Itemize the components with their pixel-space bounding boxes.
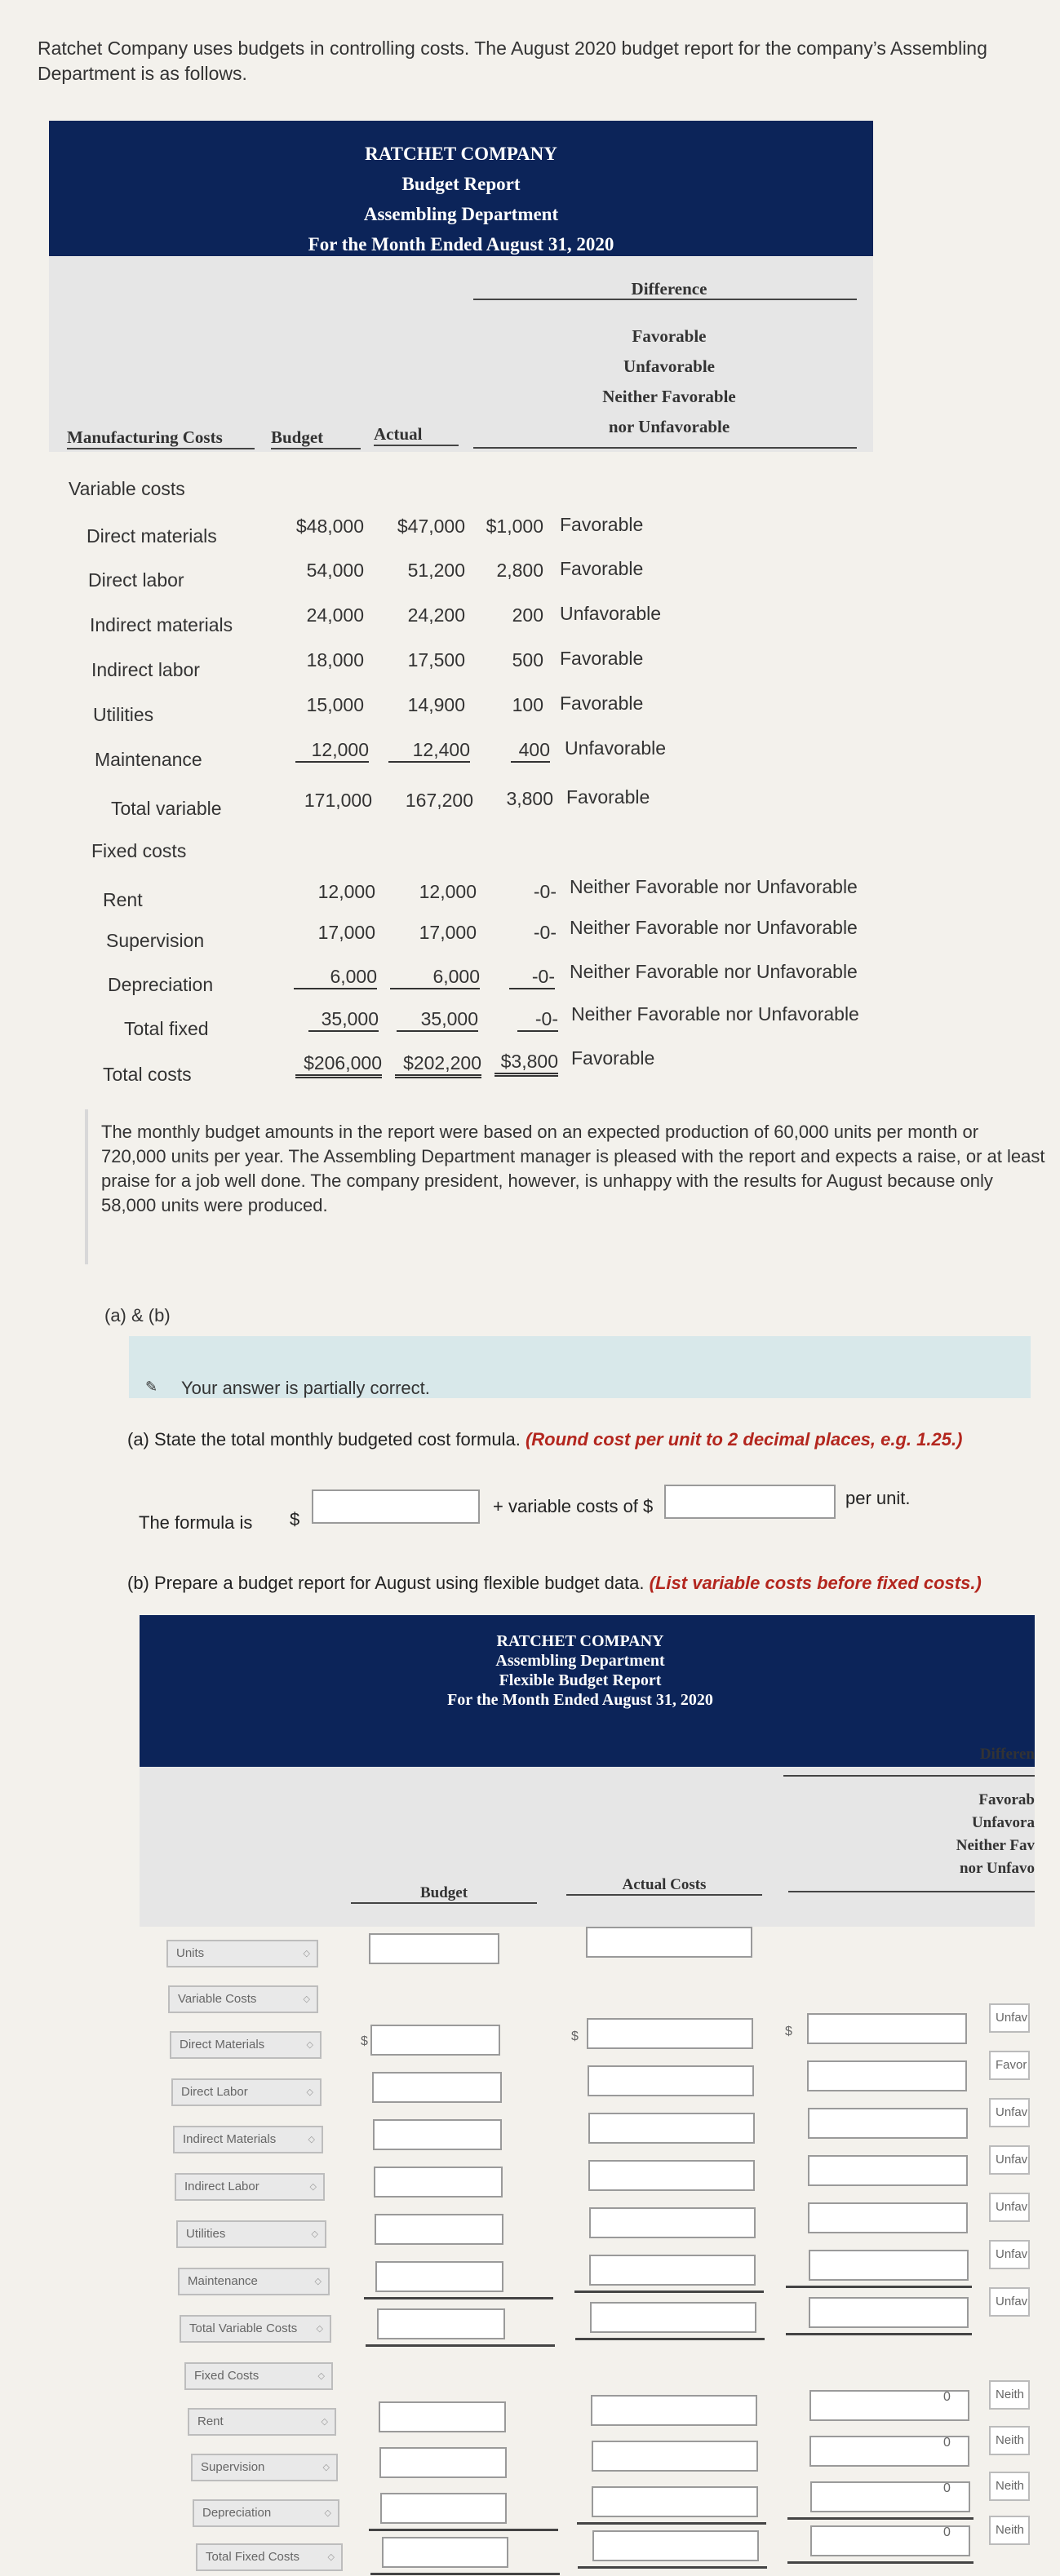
chevron-down-icon: ◇	[303, 1949, 310, 1959]
difference-underline	[787, 2561, 974, 2564]
dollar-sign: $	[571, 2029, 579, 2043]
question-b	[127, 1573, 982, 1594]
actual-value: 51,200	[407, 560, 465, 581]
report-period: For the Month Ended August 31, 2020	[308, 234, 614, 255]
select-label: Maintenance	[188, 2274, 258, 2288]
intro-text: Ratchet Company uses budgets in controlling costs. The August 2020 budget report for the company’s Assembling Department is as follows.	[38, 38, 987, 84]
formula-label: The formula is	[139, 1512, 253, 1533]
question-b-text: (b) Prepare a budget report for August using flexible budget data.	[127, 1573, 645, 1593]
total-variable-diff: 3,800	[506, 788, 553, 809]
paragraph-bar	[85, 1109, 88, 1264]
budget-value: 54,000	[306, 560, 364, 581]
actual-input[interactable]	[586, 1927, 752, 1958]
fixed-cost-input[interactable]	[312, 1489, 480, 1524]
total-fixed-status: Neither Favorable nor Unfavorable	[571, 1003, 859, 1025]
line-item-select[interactable]	[176, 2220, 326, 2248]
flex-diff-col-underline	[788, 1891, 1035, 1892]
formula-dollar: $	[290, 1509, 300, 1529]
report-title: Budget Report	[401, 174, 521, 194]
col-budget: Budget	[271, 427, 361, 449]
status-text: Favorable	[560, 693, 644, 714]
flexible-report-header	[140, 1615, 1035, 1767]
difference-value: 400	[511, 739, 550, 763]
status-text: Favorable	[560, 558, 644, 579]
difference-value: 200	[512, 604, 543, 626]
line-item-select[interactable]	[178, 2268, 330, 2295]
select-label: Variable Costs	[178, 1992, 257, 2006]
actual-input[interactable]	[591, 2395, 757, 2426]
select-label: Utilities	[186, 2227, 226, 2241]
actual-input[interactable]	[589, 2207, 756, 2238]
question-a	[127, 1429, 962, 1450]
budget-value: $48,000	[295, 516, 364, 537]
chevron-down-icon: ◇	[311, 2229, 318, 2239]
budget-underline	[370, 2573, 560, 2575]
line-item-select[interactable]	[184, 2362, 333, 2390]
select-label: Fixed Costs	[194, 2369, 259, 2383]
select-label: Rent	[197, 2414, 224, 2428]
status-select[interactable]: Unfav	[989, 2098, 1030, 2127]
row-label: Indirect labor	[91, 659, 200, 680]
actual-value: 12,000	[419, 881, 477, 902]
line-item-select[interactable]	[166, 1940, 318, 1967]
total-variable-label: Total variable	[111, 798, 222, 819]
status-text: Neither Favorable nor Unfavorable	[570, 876, 858, 897]
status-text: Unfavorable	[560, 603, 662, 624]
total-fixed-budget: 35,000	[308, 1008, 379, 1032]
budget-input[interactable]	[370, 2025, 500, 2056]
scenario-paragraph: The monthly budget amounts in the report were based on an expected production of 60,000 units per month or 720,000 units per year. The Assembling Department manager is pleased with the report and expects a raise, or at least praise for a job well done. The company president, however, is unhappy with the results for August because only 58,000 units were produced.	[101, 1122, 1045, 1215]
flex-difference-underline	[783, 1775, 1035, 1777]
difference-value: $1,000	[486, 516, 543, 537]
total-costs-diff: $3,800	[495, 1051, 558, 1077]
col-unfavorable: Unfavorable	[623, 356, 715, 376]
budget-underline	[369, 2529, 558, 2531]
select-label: Indirect Materials	[183, 2132, 277, 2146]
total-variable-budget: 171,000	[304, 790, 372, 811]
fixed-costs-label: Fixed costs	[91, 840, 187, 861]
difference-input[interactable]	[809, 2250, 969, 2281]
status-select[interactable]: Favor	[989, 2051, 1030, 2080]
budget-value: 18,000	[306, 649, 364, 671]
select-label: Total Fixed Costs	[206, 2550, 300, 2564]
question-b-hint: (List variable costs before fixed costs.)	[649, 1573, 982, 1593]
chevron-down-icon: ◇	[317, 2371, 325, 2381]
line-item-select[interactable]	[196, 2543, 343, 2571]
flex-col-unfavorable: Unfavora	[971, 1814, 1035, 1831]
col-neither-2: nor Unfavorable	[608, 417, 730, 436]
col-favorable: Favorable	[632, 326, 707, 346]
total-variable-status: Favorable	[566, 786, 650, 808]
actual-input[interactable]	[588, 2160, 755, 2191]
line-item-select[interactable]	[175, 2173, 325, 2201]
difference-underline	[786, 2333, 972, 2335]
chevron-down-icon: ◇	[316, 2324, 323, 2334]
feedback-text: Your answer is partially correct.	[181, 1378, 430, 1398]
actual-underline	[577, 2522, 766, 2525]
chevron-down-icon: ◇	[321, 2417, 328, 2427]
flex-col-neither-2: nor Unfavo	[959, 1860, 1035, 1877]
budget-value: 12,000	[317, 881, 375, 902]
department-name-2: Assembling Department	[495, 1652, 665, 1670]
difference-col-underline	[473, 447, 857, 449]
line-item-select[interactable]	[173, 2126, 323, 2153]
budget-input[interactable]	[380, 2493, 507, 2524]
select-label: Units	[176, 1946, 205, 1960]
variable-costs-label: Variable costs	[69, 478, 185, 499]
difference-underline	[787, 2517, 974, 2520]
status-select[interactable]: Neith	[989, 2380, 1030, 2410]
variable-cost-input[interactable]	[664, 1485, 836, 1519]
zero-value: 0	[943, 2436, 951, 2450]
flex-col-budget: Budget	[351, 1884, 537, 1904]
select-label: Direct Labor	[181, 2085, 248, 2099]
flex-col-favorable: Favorab	[978, 1791, 1035, 1808]
dollar-sign: $	[361, 2034, 368, 2048]
budget-value: 12,000	[295, 739, 369, 763]
status-select[interactable]: Unfav	[989, 2145, 1030, 2175]
difference-value: 100	[512, 694, 543, 715]
report-header	[49, 121, 873, 256]
select-label: Direct Materials	[180, 2038, 265, 2052]
status-text: Favorable	[560, 648, 644, 669]
chevron-down-icon: ◇	[314, 2277, 322, 2286]
total-costs-status: Favorable	[571, 1047, 655, 1069]
col-neither: Neither Favorable	[602, 387, 736, 406]
status-text: Unfavorable	[565, 737, 667, 759]
actual-input[interactable]	[592, 2486, 758, 2517]
row-label: Utilities	[93, 704, 154, 725]
formula-middle: + variable costs of $	[493, 1496, 654, 1516]
budget-input[interactable]	[373, 2119, 502, 2150]
chevron-down-icon: ◇	[309, 2182, 317, 2192]
difference-input[interactable]	[807, 2060, 967, 2091]
difference-input[interactable]	[807, 2013, 967, 2044]
budget-input[interactable]	[374, 2167, 503, 2198]
budget-value: 15,000	[306, 694, 364, 715]
difference-value: 2,800	[496, 560, 543, 581]
budget-input[interactable]	[377, 2308, 505, 2339]
budget-input[interactable]	[382, 2537, 508, 2568]
line-item-select[interactable]	[168, 1985, 318, 2013]
total-costs-label: Total costs	[103, 1064, 192, 1085]
difference-value: -0-	[533, 881, 557, 902]
actual-underline	[575, 2338, 765, 2340]
actual-value: 12,400	[388, 739, 470, 763]
budget-underline	[366, 2344, 555, 2347]
actual-input[interactable]	[590, 2302, 756, 2333]
line-item-select[interactable]	[170, 2031, 322, 2059]
chevron-down-icon: ◇	[322, 2463, 330, 2472]
row-label: Supervision	[106, 930, 205, 951]
status-text: Favorable	[560, 514, 644, 535]
actual-underline	[578, 2566, 767, 2569]
actual-input[interactable]	[592, 2441, 758, 2472]
company-name: RATCHET COMPANY	[365, 144, 557, 164]
total-fixed-label: Total fixed	[124, 1018, 209, 1039]
line-item-select[interactable]	[191, 2454, 338, 2481]
status-select[interactable]: Unfav	[989, 2240, 1030, 2269]
status-text: Neither Favorable nor Unfavorable	[570, 961, 858, 982]
budget-value: 24,000	[306, 604, 364, 626]
chevron-down-icon: ◇	[308, 2135, 315, 2144]
budget-input[interactable]	[375, 2214, 503, 2245]
col-difference: Difference	[631, 279, 707, 299]
row-label: Indirect materials	[90, 614, 233, 635]
select-label: Depreciation	[202, 2506, 272, 2520]
budget-input[interactable]	[372, 2072, 502, 2103]
row-label: Depreciation	[108, 974, 214, 995]
status-text: Neither Favorable nor Unfavorable	[570, 917, 858, 938]
part-label: (a) & (b)	[104, 1305, 171, 1326]
formula-suffix: per unit.	[845, 1488, 911, 1508]
status-select[interactable]: Unfav	[989, 2287, 1030, 2317]
total-costs-actual: $202,200	[395, 1052, 481, 1078]
flex-col-difference: Differen	[979, 1746, 1035, 1763]
chevron-down-icon: ◇	[303, 1994, 310, 2004]
zero-value: 0	[943, 2481, 951, 2495]
total-costs-budget: $206,000	[295, 1052, 382, 1078]
difference-input[interactable]	[808, 2155, 968, 2186]
difference-value: 500	[512, 649, 543, 671]
zero-value: 0	[943, 2390, 951, 2404]
select-label: Total Variable Costs	[189, 2321, 298, 2335]
status-select[interactable]: Unfav	[989, 2193, 1030, 2222]
budget-input[interactable]	[369, 1933, 499, 1964]
flex-col-actual: Actual Costs	[566, 1876, 762, 1896]
actual-value: 17,500	[407, 649, 465, 671]
status-select[interactable]: Unfav	[989, 2003, 1030, 2033]
row-label: Rent	[103, 889, 143, 910]
chevron-down-icon: ◇	[306, 2040, 313, 2050]
status-select[interactable]: Neith	[989, 2472, 1030, 2501]
actual-input[interactable]	[592, 2530, 759, 2561]
zero-value: 0	[943, 2525, 951, 2539]
difference-value: -0-	[509, 966, 555, 989]
company-name-2: RATCHET COMPANY	[496, 1632, 664, 1650]
status-select[interactable]: Neith	[989, 2516, 1030, 2545]
row-label: Maintenance	[95, 749, 202, 770]
difference-input[interactable]	[808, 2202, 968, 2233]
pencil-icon: ✎	[145, 1379, 158, 1395]
select-label: Indirect Labor	[184, 2180, 259, 2193]
actual-input[interactable]	[589, 2255, 756, 2286]
total-fixed-diff: -0-	[517, 1008, 558, 1032]
select-label: Supervision	[201, 2460, 265, 2474]
flex-col-neither: Neither Fav	[956, 1837, 1035, 1854]
line-item-select[interactable]	[188, 2408, 336, 2436]
status-select[interactable]: Neith	[989, 2426, 1030, 2455]
actual-input[interactable]	[588, 2113, 755, 2144]
row-label: Direct materials	[86, 525, 217, 547]
chevron-down-icon: ◇	[306, 2087, 313, 2097]
budget-input[interactable]	[379, 2447, 507, 2478]
report-title-2: Flexible Budget Report	[499, 1671, 662, 1689]
difference-input[interactable]	[809, 2297, 969, 2328]
budget-value: 6,000	[294, 966, 377, 989]
dollar-sign: $	[785, 2025, 792, 2038]
chevron-down-icon: ◇	[324, 2508, 331, 2518]
actual-value: 24,200	[407, 604, 465, 626]
actual-underline	[574, 2291, 764, 2293]
budget-value: 17,000	[317, 922, 375, 943]
report-period-2: For the Month Ended August 31, 2020	[447, 1691, 713, 1709]
col-manufacturing-costs: Manufacturing Costs	[67, 427, 255, 449]
difference-input[interactable]	[808, 2108, 968, 2139]
line-item-select[interactable]	[171, 2078, 322, 2106]
actual-value: 17,000	[419, 922, 477, 943]
col-actual: Actual	[374, 424, 459, 446]
row-label: Direct labor	[88, 569, 184, 591]
budget-input[interactable]	[375, 2261, 503, 2292]
line-item-select[interactable]	[193, 2499, 339, 2527]
difference-value: -0-	[533, 922, 557, 943]
total-variable-actual: 167,200	[405, 790, 473, 811]
budget-input[interactable]	[379, 2401, 506, 2432]
question-a-hint: (Round cost per unit to 2 decimal places, e.g. 1.25.)	[525, 1429, 963, 1450]
actual-input[interactable]	[588, 2065, 754, 2096]
department-name: Assembling Department	[363, 204, 559, 224]
actual-input[interactable]	[587, 2018, 753, 2049]
question-a-text: (a) State the total monthly budgeted cost formula.	[127, 1429, 521, 1450]
actual-value: 6,000	[390, 966, 480, 989]
total-fixed-actual: 35,000	[397, 1008, 478, 1032]
actual-value: 14,900	[407, 694, 465, 715]
actual-value: $47,000	[397, 516, 465, 537]
budget-underline	[364, 2297, 553, 2299]
difference-underline	[786, 2286, 972, 2288]
line-item-select[interactable]	[180, 2315, 331, 2343]
flex-column-header-area	[140, 1767, 1035, 1927]
chevron-down-icon: ◇	[327, 2552, 335, 2562]
